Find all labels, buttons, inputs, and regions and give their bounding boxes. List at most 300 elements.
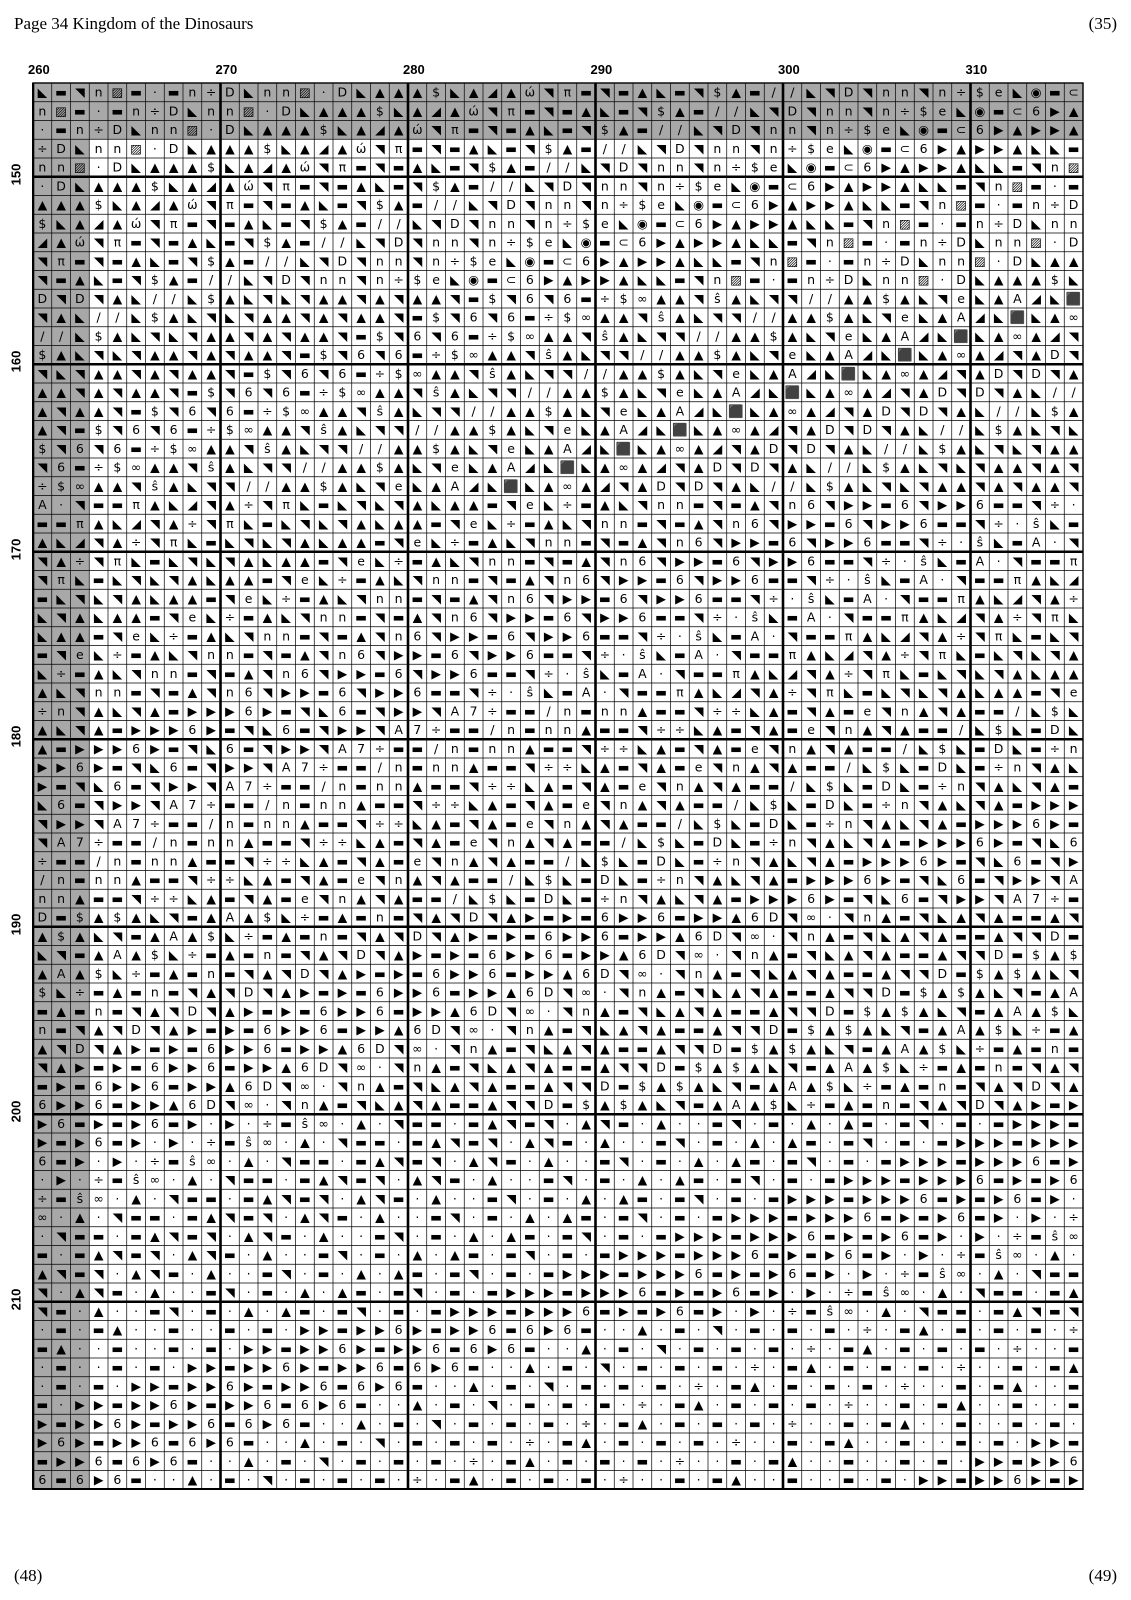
stitch-symbol: ▬ (861, 234, 874, 250)
stitch-symbol: e (807, 722, 815, 737)
stitch-symbol: ▲ (131, 197, 141, 212)
stitch-symbol: ▬ (92, 890, 105, 906)
stitch-symbol: ▶ (656, 1247, 666, 1262)
stitch-symbol: ▬ (673, 740, 686, 756)
stitch-symbol: ▲ (93, 178, 104, 194)
stitch-symbol: ◥ (206, 215, 216, 231)
stitch-symbol: $ (994, 422, 1003, 437)
stitch-symbol: ▲ (675, 290, 685, 306)
stitch-symbol: ▲ (675, 928, 685, 944)
stitch-symbol: ▲ (131, 947, 141, 962)
stitch-symbol: · (490, 1453, 495, 1469)
stitch-symbol: ÷ (899, 1378, 911, 1394)
stitch-symbol: 6 (300, 665, 309, 681)
stitch-symbol: n (488, 553, 497, 569)
stitch-symbol: ◣ (750, 103, 760, 119)
stitch-symbol: ▲ (1050, 909, 1060, 925)
stitch-symbol: ◥ (712, 478, 723, 494)
stitch-symbol: ◣ (1050, 965, 1060, 981)
stitch-symbol: A (450, 703, 460, 719)
stitch-symbol: π (394, 140, 403, 156)
stitch-symbol: ▲ (337, 140, 348, 156)
stitch-symbol: ▬ (411, 590, 424, 606)
stitch-symbol: ◥ (1068, 328, 1079, 344)
stitch-symbol: · (265, 1153, 270, 1169)
stitch-symbol: ▬ (505, 665, 518, 681)
stitch-symbol: ▬ (730, 1172, 743, 1187)
stitch-symbol: ▲ (693, 778, 704, 794)
stitch-symbol: ▶ (468, 984, 479, 1000)
stitch-symbol: · (415, 1190, 420, 1206)
stitch-symbol: / (959, 422, 964, 437)
stitch-symbol: ▶ (825, 197, 835, 212)
stitch-symbol: ▬ (242, 1434, 255, 1450)
stitch-symbol: ▲ (393, 384, 404, 400)
stitch-symbol: ▲ (843, 1097, 854, 1112)
stitch-symbol: 7 (1032, 890, 1041, 906)
stitch-symbol: D (750, 459, 760, 475)
stitch-symbol: ◣ (56, 534, 66, 550)
stitch-symbol: ◣ (1031, 253, 1041, 269)
stitch-symbol: ◥ (281, 1078, 291, 1094)
stitch-symbol: ▬ (523, 103, 536, 119)
stitch-symbol: ▬ (317, 684, 330, 700)
stitch-symbol: ▶ (187, 1022, 198, 1037)
stitch-symbol: $ (1069, 947, 1078, 962)
stitch-symbol: ▬ (167, 1115, 180, 1131)
stitch-symbol: ◥ (37, 253, 48, 269)
stitch-symbol: ▲ (712, 1097, 723, 1112)
stitch-symbol: ▲ (618, 365, 629, 381)
stitch-symbol: $ (488, 290, 497, 306)
stitch-symbol: ▶ (281, 1378, 291, 1394)
stitch-symbol: ▬ (392, 1078, 405, 1094)
stitch-symbol: ▬ (842, 1003, 855, 1019)
stitch-symbol: ▲ (1012, 140, 1023, 156)
stitch-symbol: ▲ (56, 1059, 66, 1075)
stitch-symbol: ◥ (693, 1040, 704, 1056)
stitch-symbol: ▶ (243, 1378, 254, 1394)
stitch-symbol: ∞ (618, 459, 629, 475)
stitch-symbol: ÷ (74, 984, 86, 1000)
stitch-symbol: ◣ (675, 890, 685, 906)
stitch-symbol: ▬ (673, 515, 686, 531)
stitch-symbol: ▲ (375, 1153, 385, 1169)
stitch-symbol: ◢ (487, 84, 498, 100)
stitch-symbol: ▶ (956, 497, 966, 512)
stitch-symbol: 6 (750, 572, 759, 587)
stitch-symbol: 6 (94, 1078, 103, 1094)
stitch-symbol: ◥ (693, 1003, 704, 1019)
stitch-symbol: ▲ (712, 722, 723, 737)
stitch-symbol: ▲ (693, 1078, 704, 1094)
stitch-symbol: · (734, 1134, 739, 1150)
stitch-symbol: · (396, 1472, 401, 1487)
stitch-symbol: 6 (319, 1003, 328, 1019)
stitch-symbol: ◥ (93, 534, 104, 550)
stitch-symbol: ◣ (956, 459, 966, 475)
stitch-symbol: ÷ (149, 103, 161, 119)
stitch-symbol: $ (150, 947, 159, 962)
stitch-symbol: ▲ (843, 178, 854, 194)
stitch-symbol: ◣ (862, 365, 873, 381)
stitch-symbol: ▬ (786, 609, 799, 625)
stitch-symbol: · (884, 1378, 889, 1394)
stitch-symbol: ▬ (842, 890, 855, 906)
stitch-symbol: ◣ (975, 290, 985, 306)
stitch-symbol: ▲ (225, 1003, 235, 1019)
stitch-symbol: ▶ (131, 722, 141, 737)
stitch-symbol: $ (600, 384, 609, 400)
stitch-symbol: · (790, 590, 795, 606)
stitch-symbol: ◢ (150, 197, 160, 212)
stitch-symbol: ▲ (431, 834, 441, 850)
stitch-symbol: ▬ (505, 1040, 518, 1056)
stitch-symbol: ▬ (692, 665, 705, 681)
stitch-symbol: · (546, 1340, 551, 1356)
stitch-symbol: ◣ (525, 422, 535, 437)
stitch-symbol: π (732, 665, 740, 681)
stitch-symbol: $ (282, 403, 291, 419)
stitch-symbol: ▬ (467, 178, 480, 194)
stitch-symbol: ◉ (580, 234, 592, 250)
stitch-symbol: 6 (638, 947, 647, 962)
stitch-symbol: n (507, 834, 516, 850)
stitch-symbol: ▶ (281, 1022, 291, 1037)
stitch-symbol: $ (544, 403, 553, 419)
stitch-symbol: ◣ (900, 815, 910, 831)
stitch-symbol: ◥ (562, 984, 573, 1000)
stitch-symbol: ▶ (637, 572, 648, 587)
stitch-symbol: $ (1013, 965, 1022, 981)
stitch-symbol: ▶ (468, 628, 479, 644)
stitch-symbol: · (434, 1434, 439, 1450)
stitch-symbol: ŝ (695, 628, 702, 644)
stitch-symbol: ▲ (37, 722, 48, 737)
stitch-symbol: e (601, 215, 609, 231)
stitch-symbol: ◣ (806, 478, 816, 494)
stitch-symbol: ▶ (993, 815, 1004, 831)
stitch-symbol: ◥ (37, 1059, 48, 1075)
stitch-symbol: n (788, 834, 797, 850)
stitch-symbol: ◣ (768, 665, 779, 681)
stitch-symbol: ▬ (55, 1378, 68, 1394)
stitch-symbol: ◣ (581, 422, 591, 437)
stitch-symbol: ▲ (37, 384, 48, 400)
stitch-symbol: ▬ (673, 1415, 686, 1431)
stitch-symbol: ▲ (300, 1209, 310, 1225)
stitch-symbol: ▲ (356, 1115, 366, 1131)
stitch-symbol: ▲ (993, 928, 1004, 944)
stitch-symbol: ŝ (545, 347, 552, 362)
stitch-symbol: ▬ (280, 834, 293, 850)
stitch-symbol: ▲ (75, 197, 85, 212)
stitch-symbol: ▬ (373, 1247, 386, 1262)
stitch-symbol: ▬ (748, 1003, 761, 1019)
stitch-symbol: / (715, 103, 720, 119)
stitch-symbol: ▶ (993, 1134, 1004, 1150)
stitch-symbol: · (546, 1003, 551, 1019)
stitch-symbol: ▬ (448, 1397, 461, 1412)
stitch-symbol: ▲ (975, 984, 985, 1000)
stitch-symbol: ▲ (750, 497, 760, 512)
stitch-symbol: ▲ (768, 984, 779, 1000)
stitch-symbol: ◉ (693, 197, 705, 212)
stitch-symbol: ◣ (918, 440, 929, 456)
stitch-symbol: · (640, 1434, 645, 1450)
stitch-symbol: ▬ (223, 1247, 236, 1262)
stitch-symbol: · (921, 1340, 926, 1356)
stitch-symbol: ▲ (956, 909, 966, 925)
stitch-symbol: ▲ (937, 1097, 948, 1112)
stitch-symbol: ▲ (281, 553, 291, 569)
stitch-symbol: D (731, 122, 741, 137)
stitch-symbol: A (1013, 290, 1022, 306)
stitch-symbol: ◢ (1068, 572, 1079, 587)
stitch-symbol: ▶ (450, 1322, 460, 1337)
stitch-symbol: ▶ (37, 778, 48, 794)
stitch-symbol: ◣ (206, 609, 216, 625)
stitch-symbol: ◥ (412, 253, 423, 269)
stitch-symbol: ▶ (918, 159, 929, 175)
stitch-symbol: ▶ (768, 1284, 779, 1300)
stitch-symbol: ◥ (468, 684, 479, 700)
stitch-symbol: ▲ (168, 197, 179, 212)
stitch-symbol: ▶ (862, 1265, 873, 1281)
stitch-symbol: · (377, 1059, 382, 1075)
stitch-symbol: ◥ (731, 947, 741, 962)
stitch-symbol: ◥ (768, 459, 779, 475)
stitch-symbol: ▬ (1048, 553, 1061, 569)
stitch-symbol: n (94, 872, 103, 887)
stitch-symbol: ▲ (431, 1190, 441, 1206)
stitch-symbol: · (115, 1303, 120, 1319)
stitch-symbol: ◣ (1012, 778, 1023, 794)
stitch-symbol: · (996, 1228, 1001, 1244)
stitch-symbol: ÷ (618, 740, 629, 756)
stitch-symbol: ◣ (918, 253, 929, 269)
stitch-symbol: ▬ (842, 703, 855, 719)
stitch-symbol: ▬ (523, 890, 536, 906)
stitch-symbol: ◥ (487, 609, 498, 625)
stitch-symbol: ◣ (881, 628, 891, 644)
stitch-symbol: ▲ (937, 478, 948, 494)
stitch-symbol: ▲ (768, 947, 779, 962)
stitch-symbol: ▬ (280, 1340, 293, 1356)
stitch-symbol: ▲ (750, 1059, 760, 1075)
stitch-symbol: ▬ (673, 647, 686, 662)
stitch-symbol: ▬ (561, 647, 574, 662)
stitch-symbol: ◥ (806, 834, 816, 850)
stitch-symbol: ▬ (55, 1415, 68, 1431)
stitch-symbol: ⊂ (562, 253, 573, 269)
stitch-symbol: $ (450, 347, 459, 362)
stitch-symbol: ◥ (806, 1153, 816, 1169)
stitch-symbol: / (659, 347, 664, 362)
stitch-symbol: n (825, 122, 834, 137)
stitch-symbol: ▶ (1031, 872, 1041, 887)
stitch-symbol: ŝ (245, 1134, 252, 1150)
stitch-symbol: n (113, 872, 122, 887)
stitch-symbol: ÷ (487, 328, 498, 344)
stitch-symbol: 6 (638, 609, 647, 625)
stitch-symbol: n (675, 159, 684, 175)
stitch-symbol: ▬ (580, 872, 593, 887)
stitch-symbol: ◥ (1031, 778, 1041, 794)
stitch-symbol: 6 (188, 403, 197, 419)
stitch-symbol: ◥ (412, 572, 423, 587)
stitch-symbol: ▲ (787, 759, 798, 775)
stitch-symbol: ▲ (937, 1284, 948, 1300)
stitch-symbol: ▬ (767, 778, 780, 794)
stitch-symbol: e (301, 890, 309, 906)
stitch-symbol: ▲ (618, 947, 629, 962)
stitch-symbol: ▬ (355, 328, 368, 344)
stitch-symbol: ◥ (393, 497, 404, 512)
stitch-symbol: ▶ (787, 553, 798, 569)
stitch-symbol: ▬ (486, 497, 499, 512)
stitch-symbol: ▬ (711, 1359, 724, 1375)
stitch-symbol: ▲ (600, 1040, 610, 1056)
cross-stitch-chart-grid (32, 82, 1084, 1490)
stitch-symbol: ▲ (600, 1134, 610, 1150)
stitch-symbol: · (715, 1340, 720, 1356)
stitch-symbol: ▲ (243, 909, 254, 925)
stitch-symbol: ▲ (37, 422, 48, 437)
stitch-symbol: ◣ (750, 403, 760, 419)
stitch-symbol: ▶ (618, 909, 629, 925)
column-number-310: 310 (965, 62, 988, 77)
stitch-symbol: ▲ (262, 328, 273, 344)
stitch-symbol: · (734, 1415, 739, 1431)
stitch-symbol: ◥ (262, 1472, 273, 1487)
stitch-symbol: ▬ (767, 1247, 780, 1262)
stitch-symbol: 6 (844, 515, 853, 531)
stitch-symbol: ◥ (93, 553, 104, 569)
stitch-symbol: ▬ (936, 1397, 949, 1412)
stitch-symbol: ▲ (37, 534, 48, 550)
stitch-symbol: ◥ (318, 665, 329, 681)
stitch-symbol: ▬ (36, 1340, 49, 1356)
stitch-symbol: ◥ (525, 1097, 535, 1112)
stitch-symbol: ◥ (431, 872, 441, 887)
stitch-symbol: ◣ (1031, 309, 1041, 325)
stitch-symbol: n (882, 1097, 891, 1112)
stitch-symbol: ▬ (242, 197, 255, 212)
stitch-symbol: ▬ (448, 815, 461, 831)
stitch-symbol: ◣ (975, 328, 985, 344)
stitch-symbol: ▬ (955, 1078, 968, 1094)
stitch-symbol: ◥ (112, 628, 123, 644)
stitch-symbol: ▲ (168, 309, 179, 325)
stitch-symbol: ▬ (186, 422, 199, 437)
stitch-symbol: ⬛ (728, 403, 744, 419)
stitch-symbol: A (1031, 534, 1041, 550)
stitch-symbol: ▲ (187, 1247, 198, 1262)
stitch-symbol: · (940, 215, 945, 231)
stitch-symbol: ◣ (993, 159, 1004, 175)
stitch-symbol: ▲ (468, 759, 479, 775)
stitch-symbol: ÷ (468, 1453, 479, 1469)
stitch-symbol: ▬ (486, 928, 499, 944)
stitch-symbol: ▲ (543, 797, 554, 812)
stitch-symbol: ▬ (786, 1434, 799, 1450)
stitch-symbol: 6 (282, 1359, 291, 1375)
stitch-symbol: ▲ (318, 103, 329, 119)
stitch-symbol: ▬ (298, 234, 311, 250)
stitch-symbol: ◣ (543, 684, 554, 700)
stitch-symbol: ▬ (1048, 1359, 1061, 1375)
stitch-symbol: ▲ (37, 403, 48, 419)
stitch-symbol: ▬ (448, 590, 461, 606)
stitch-symbol: ◥ (375, 478, 385, 494)
stitch-symbol: n (375, 909, 384, 925)
stitch-symbol: ▶ (262, 703, 273, 719)
stitch-symbol: ÷ (955, 1359, 967, 1375)
stitch-symbol: ◣ (431, 159, 441, 175)
stitch-symbol: ▶ (1050, 1190, 1060, 1206)
stitch-symbol: ▬ (898, 197, 911, 212)
stitch-symbol: D (1068, 197, 1079, 212)
stitch-symbol: ▲ (993, 797, 1004, 812)
stitch-symbol: ⬛ (1065, 290, 1082, 306)
stitch-symbol: · (865, 1397, 870, 1412)
stitch-symbol: A (1013, 1003, 1022, 1019)
stitch-symbol: ▲ (300, 478, 310, 494)
stitch-symbol: ▬ (767, 1190, 780, 1206)
stitch-symbol: ▲ (337, 965, 348, 981)
stitch-symbol: ◣ (693, 122, 704, 137)
stitch-symbol: ◣ (806, 328, 816, 344)
stitch-symbol: ▲ (168, 478, 179, 494)
stitch-symbol: / (321, 234, 326, 250)
stitch-symbol: ▲ (150, 1228, 160, 1244)
stitch-symbol: ▲ (356, 1190, 366, 1206)
stitch-symbol: · (884, 1434, 889, 1450)
stitch-symbol: ◥ (1050, 365, 1060, 381)
stitch-symbol: ▬ (111, 1453, 124, 1469)
stitch-symbol: D (1012, 253, 1023, 269)
stitch-symbol: ◣ (562, 515, 573, 531)
stitch-symbol: ◥ (93, 234, 104, 250)
stitch-symbol: ▬ (448, 1434, 461, 1450)
stitch-symbol: ▬ (280, 1397, 293, 1412)
stitch-symbol: ◣ (225, 159, 235, 175)
stitch-symbol: ▶ (787, 1190, 798, 1206)
stitch-symbol: ▬ (636, 815, 649, 831)
stitch-symbol: e (882, 122, 890, 137)
stitch-symbol: ◥ (787, 628, 798, 644)
stitch-symbol: · (827, 1472, 832, 1487)
stitch-symbol: ▬ (505, 965, 518, 981)
stitch-symbol: D (600, 1078, 610, 1094)
stitch-symbol: / (1071, 384, 1076, 400)
stitch-symbol: ◣ (975, 234, 985, 250)
stitch-symbol: ▶ (337, 722, 348, 737)
stitch-symbol: 6 (863, 872, 872, 887)
stitch-symbol: n (900, 84, 909, 100)
stitch-symbol: ▶ (450, 965, 460, 981)
stitch-symbol: n (675, 778, 684, 794)
stitch-symbol: ◥ (375, 234, 385, 250)
stitch-symbol: ▶ (56, 1172, 66, 1187)
stitch-symbol: ▶ (187, 778, 198, 794)
stitch-symbol: 6 (300, 1397, 309, 1412)
stitch-symbol: ▶ (225, 1115, 235, 1131)
stitch-symbol: · (190, 1340, 195, 1356)
stitch-symbol: ▶ (900, 1190, 910, 1206)
stitch-symbol: ▶ (187, 1115, 198, 1131)
